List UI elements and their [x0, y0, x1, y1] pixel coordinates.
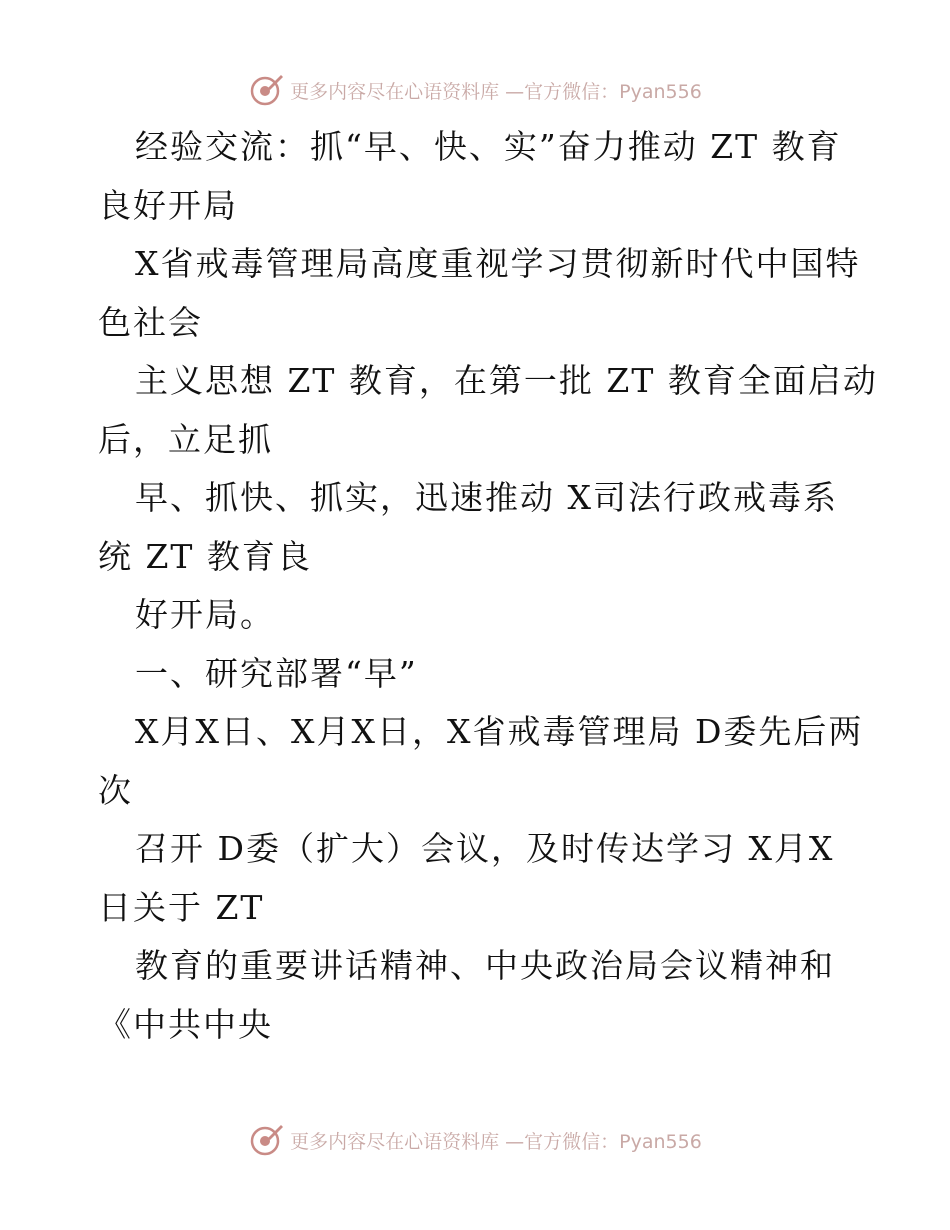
watermark-footer: [0, 1120, 950, 1160]
text-line: 《中共中央: [98, 1004, 273, 1044]
text-line: 教育的重要讲话精神、中央政治局会议精神和: [135, 946, 835, 985]
text-line: 早、抓快、抓实，迅速推动 X司法行政戒毒系: [135, 478, 838, 517]
text-line: 日关于 ZT: [98, 887, 265, 927]
section-heading: 一、研究部署“早”: [135, 653, 418, 693]
text-line: X月X日、X月X日，X省戒毒管理局 D委先后两: [135, 712, 864, 751]
text-line: 色社会: [98, 302, 203, 342]
text-line: X省戒毒管理局高度重视学习贯彻新时代中国特: [135, 244, 861, 283]
pen-logo-icon: [248, 1122, 284, 1158]
text-line: 经验交流：抓“早、快、实”奋力推动 ZT 教育: [135, 127, 842, 166]
watermark-contact-text: —官方微信：Pyan556: [505, 1130, 702, 1153]
text-line: 后，立足抓: [98, 419, 273, 459]
text-line: 召开 D委（扩大）会议，及时传达学习 X月X: [135, 829, 835, 868]
pen-logo-icon: [248, 72, 284, 108]
watermark-header: [0, 70, 950, 110]
text-line: 良好开局: [98, 185, 238, 225]
text-line: 统 ZT 教育良: [98, 536, 312, 576]
text-line: 次: [98, 770, 133, 810]
text-line: 好开局。: [135, 595, 275, 634]
watermark-main-text: 更多内容尽在心语资料库: [290, 80, 500, 103]
watermark-contact-text: —官方微信：Pyan556: [505, 80, 702, 103]
text-line: 主义思想 ZT 教育，在第一批 ZT 教育全面启动: [135, 361, 878, 400]
watermark-main-text: 更多内容尽在心语资料库: [290, 1130, 500, 1153]
document-body: [98, 118, 888, 1054]
